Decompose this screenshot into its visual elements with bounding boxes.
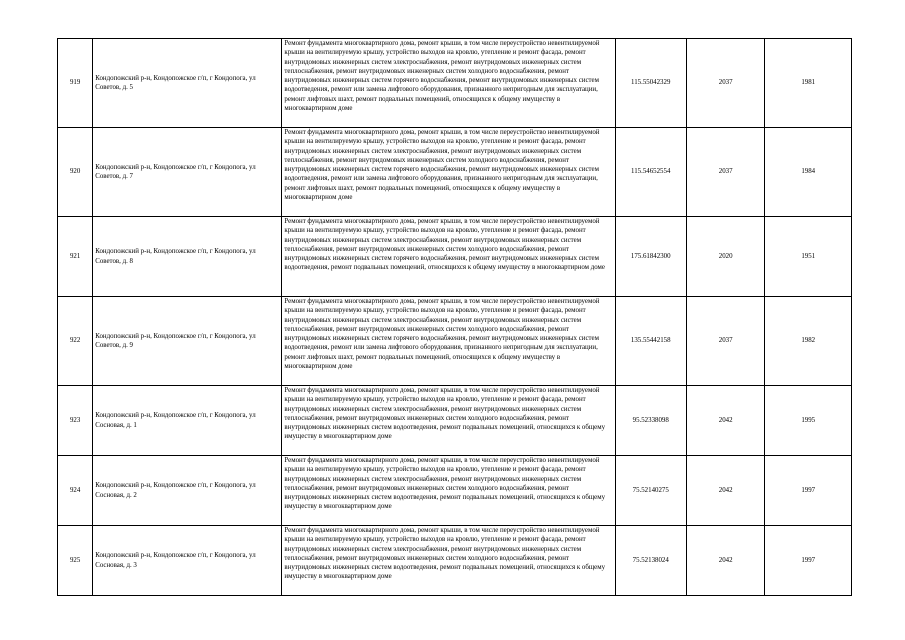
row-number: 921 <box>58 217 93 297</box>
repair-cost: 115.55042329 <box>615 39 686 128</box>
construction-year: 1951 <box>765 217 852 297</box>
planned-year: 2037 <box>686 128 764 217</box>
table-row <box>58 456 852 526</box>
repair-cost: 75.52138024 <box>615 526 686 596</box>
building-address: Кондопожский р-н, Кондопожское г/п, г Кондопога, ул Сосновая, д. 1 <box>93 386 282 456</box>
table-row <box>58 297 852 386</box>
building-address: Кондопожский р-н, Кондопожское г/п, г Кондопога, ул Советов, д. 7 <box>93 128 282 217</box>
building-address: Кондопожский р-н, Кондопожское г/п, г Кондопога, ул Сосновая, д. 2 <box>93 456 282 526</box>
repair-works: Ремонт фундамента многоквартирного дома, ремонт крыши, в том числе переустройство невентилируемой крыши на вентилируемую крышу, устройство выходов на кровлю, утепление и ремонт фасада, ремонт внутридомовых инженерных систем электроснабжения, ремонт внутридомовых инженерных систем теплоснабжения, ремонт внутридомовых инженерных систем холодного водоснабжения, ремонт внутридомовых инженерных систем горячего водоснабжения, ремонт внутридомовых инженерных систем водоотведения, ремонт или замена лифтового оборудования, признанного непригодным для эксплуатации, ремонт лифтовых шахт, ремонт подвальных помещений, относящихся к общему имуществу в многоквартирном доме <box>282 297 615 386</box>
planned-year: 2042 <box>686 526 764 596</box>
table-row <box>58 526 852 596</box>
construction-year: 1984 <box>765 128 852 217</box>
repair-works: Ремонт фундамента многоквартирного дома, ремонт крыши, в том числе переустройство невентилируемой крыши на вентилируемую крышу, устройство выходов на кровлю, утепление и ремонт фасада, ремонт внутридомовых инженерных систем электроснабжения, ремонт внутридомовых инженерных систем теплоснабжения, ремонт внутридомовых инженерных систем холодного водоснабжения, ремонт внутридомовых инженерных систем водоотведения, ремонт подвальных помещений, относящихся к общему имуществу в многоквартирном доме <box>282 526 615 596</box>
repair-schedule-table <box>57 38 852 596</box>
row-number: 923 <box>58 386 93 456</box>
construction-year: 1995 <box>765 386 852 456</box>
table-row <box>58 39 852 128</box>
row-number: 919 <box>58 39 93 128</box>
table-row <box>58 217 852 297</box>
repair-cost: 95.52338098 <box>615 386 686 456</box>
row-number: 920 <box>58 128 93 217</box>
construction-year: 1982 <box>765 297 852 386</box>
construction-year: 1981 <box>765 39 852 128</box>
repair-works: Ремонт фундамента многоквартирного дома, ремонт крыши, в том числе переустройство невентилируемой крыши на вентилируемую крышу, устройство выходов на кровлю, утепление и ремонт фасада, ремонт внутридомовых инженерных систем электроснабжения, ремонт внутридомовых инженерных систем теплоснабжения, ремонт внутридомовых инженерных систем холодного водоснабжения, ремонт внутридомовых инженерных систем горячего водоснабжения, ремонт внутридомовых инженерных систем водоотведения, ремонт или замена лифтового оборудования, признанного непригодным для эксплуатации, ремонт лифтовых шахт, ремонт подвальных помещений, относящихся к общему имуществу в многоквартирном доме <box>282 128 615 217</box>
row-number: 925 <box>58 526 93 596</box>
row-number: 924 <box>58 456 93 526</box>
repair-cost: 135.55442158 <box>615 297 686 386</box>
table-row <box>58 128 852 217</box>
table-row <box>58 386 852 456</box>
planned-year: 2042 <box>686 386 764 456</box>
construction-year: 1997 <box>765 456 852 526</box>
repair-works: Ремонт фундамента многоквартирного дома, ремонт крыши, в том числе переустройство невентилируемой крыши на вентилируемую крышу, устройство выходов на кровлю, утепление и ремонт фасада, ремонт внутридомовых инженерных систем электроснабжения, ремонт внутридомовых инженерных систем теплоснабжения, ремонт внутридомовых инженерных систем холодного водоснабжения, ремонт внутридомовых инженерных систем водоотведения, ремонт подвальных помещений, относящихся к общему имуществу в многоквартирном доме <box>282 456 615 526</box>
repair-cost: 75.52140275 <box>615 456 686 526</box>
repair-works: Ремонт фундамента многоквартирного дома, ремонт крыши, в том числе переустройство невентилируемой крыши на вентилируемую крышу, устройство выходов на кровлю, утепление и ремонт фасада, ремонт внутридомовых инженерных систем электроснабжения, ремонт внутридомовых инженерных систем теплоснабжения, ремонт внутридомовых инженерных систем холодного водоснабжения, ремонт внутридомовых инженерных систем водоотведения, ремонт подвальных помещений, относящихся к общему имуществу в многоквартирном доме <box>282 386 615 456</box>
repair-cost: 115.54652554 <box>615 128 686 217</box>
repair-works: Ремонт фундамента многоквартирного дома, ремонт крыши, в том числе переустройство невентилируемой крыши на вентилируемую крышу, устройство выходов на кровлю, утепление и ремонт фасада, ремонт внутридомовых инженерных систем электроснабжения, ремонт внутридомовых инженерных систем теплоснабжения, ремонт внутридомовых инженерных систем холодного водоснабжения, ремонт внутридомовых инженерных систем горячего водоснабжения, ремонт внутридомовых инженерных систем водоотведения, ремонт или замена лифтового оборудования, признанного непригодным для эксплуатации, ремонт лифтовых шахт, ремонт подвальных помещений, относящихся к общему имуществу в многоквартирном доме <box>282 39 615 128</box>
building-address: Кондопожский р-н, Кондопожское г/п, г Кондопога, ул Советов, д. 9 <box>93 297 282 386</box>
repair-cost: 175.61842300 <box>615 217 686 297</box>
construction-year: 1997 <box>765 526 852 596</box>
planned-year: 2037 <box>686 297 764 386</box>
building-address: Кондопожский р-н, Кондопожское г/п, г Кондопога, ул Сосновая, д. 3 <box>93 526 282 596</box>
repair-works: Ремонт фундамента многоквартирного дома, ремонт крыши, в том числе переустройство невентилируемой крыши на вентилируемую крышу, устройство выходов на кровлю, утепление и ремонт фасада, ремонт внутридомовых инженерных систем электроснабжения, ремонт внутридомовых инженерных систем теплоснабжения, ремонт внутридомовых инженерных систем холодного водоснабжения, ремонт внутридомовых инженерных систем горячего водоснабжения, ремонт внутридомовых инженерных систем водоотведения, ремонт подвальных помещений, относящихся к общему имуществу в многоквартирном доме <box>282 217 615 297</box>
building-address: Кондопожский р-н, Кондопожское г/п, г Кондопога, ул Советов, д. 8 <box>93 217 282 297</box>
building-address: Кондопожский р-н, Кондопожское г/п, г Кондопога, ул Советов, д. 5 <box>93 39 282 128</box>
planned-year: 2037 <box>686 39 764 128</box>
planned-year: 2020 <box>686 217 764 297</box>
planned-year: 2042 <box>686 456 764 526</box>
row-number: 922 <box>58 297 93 386</box>
